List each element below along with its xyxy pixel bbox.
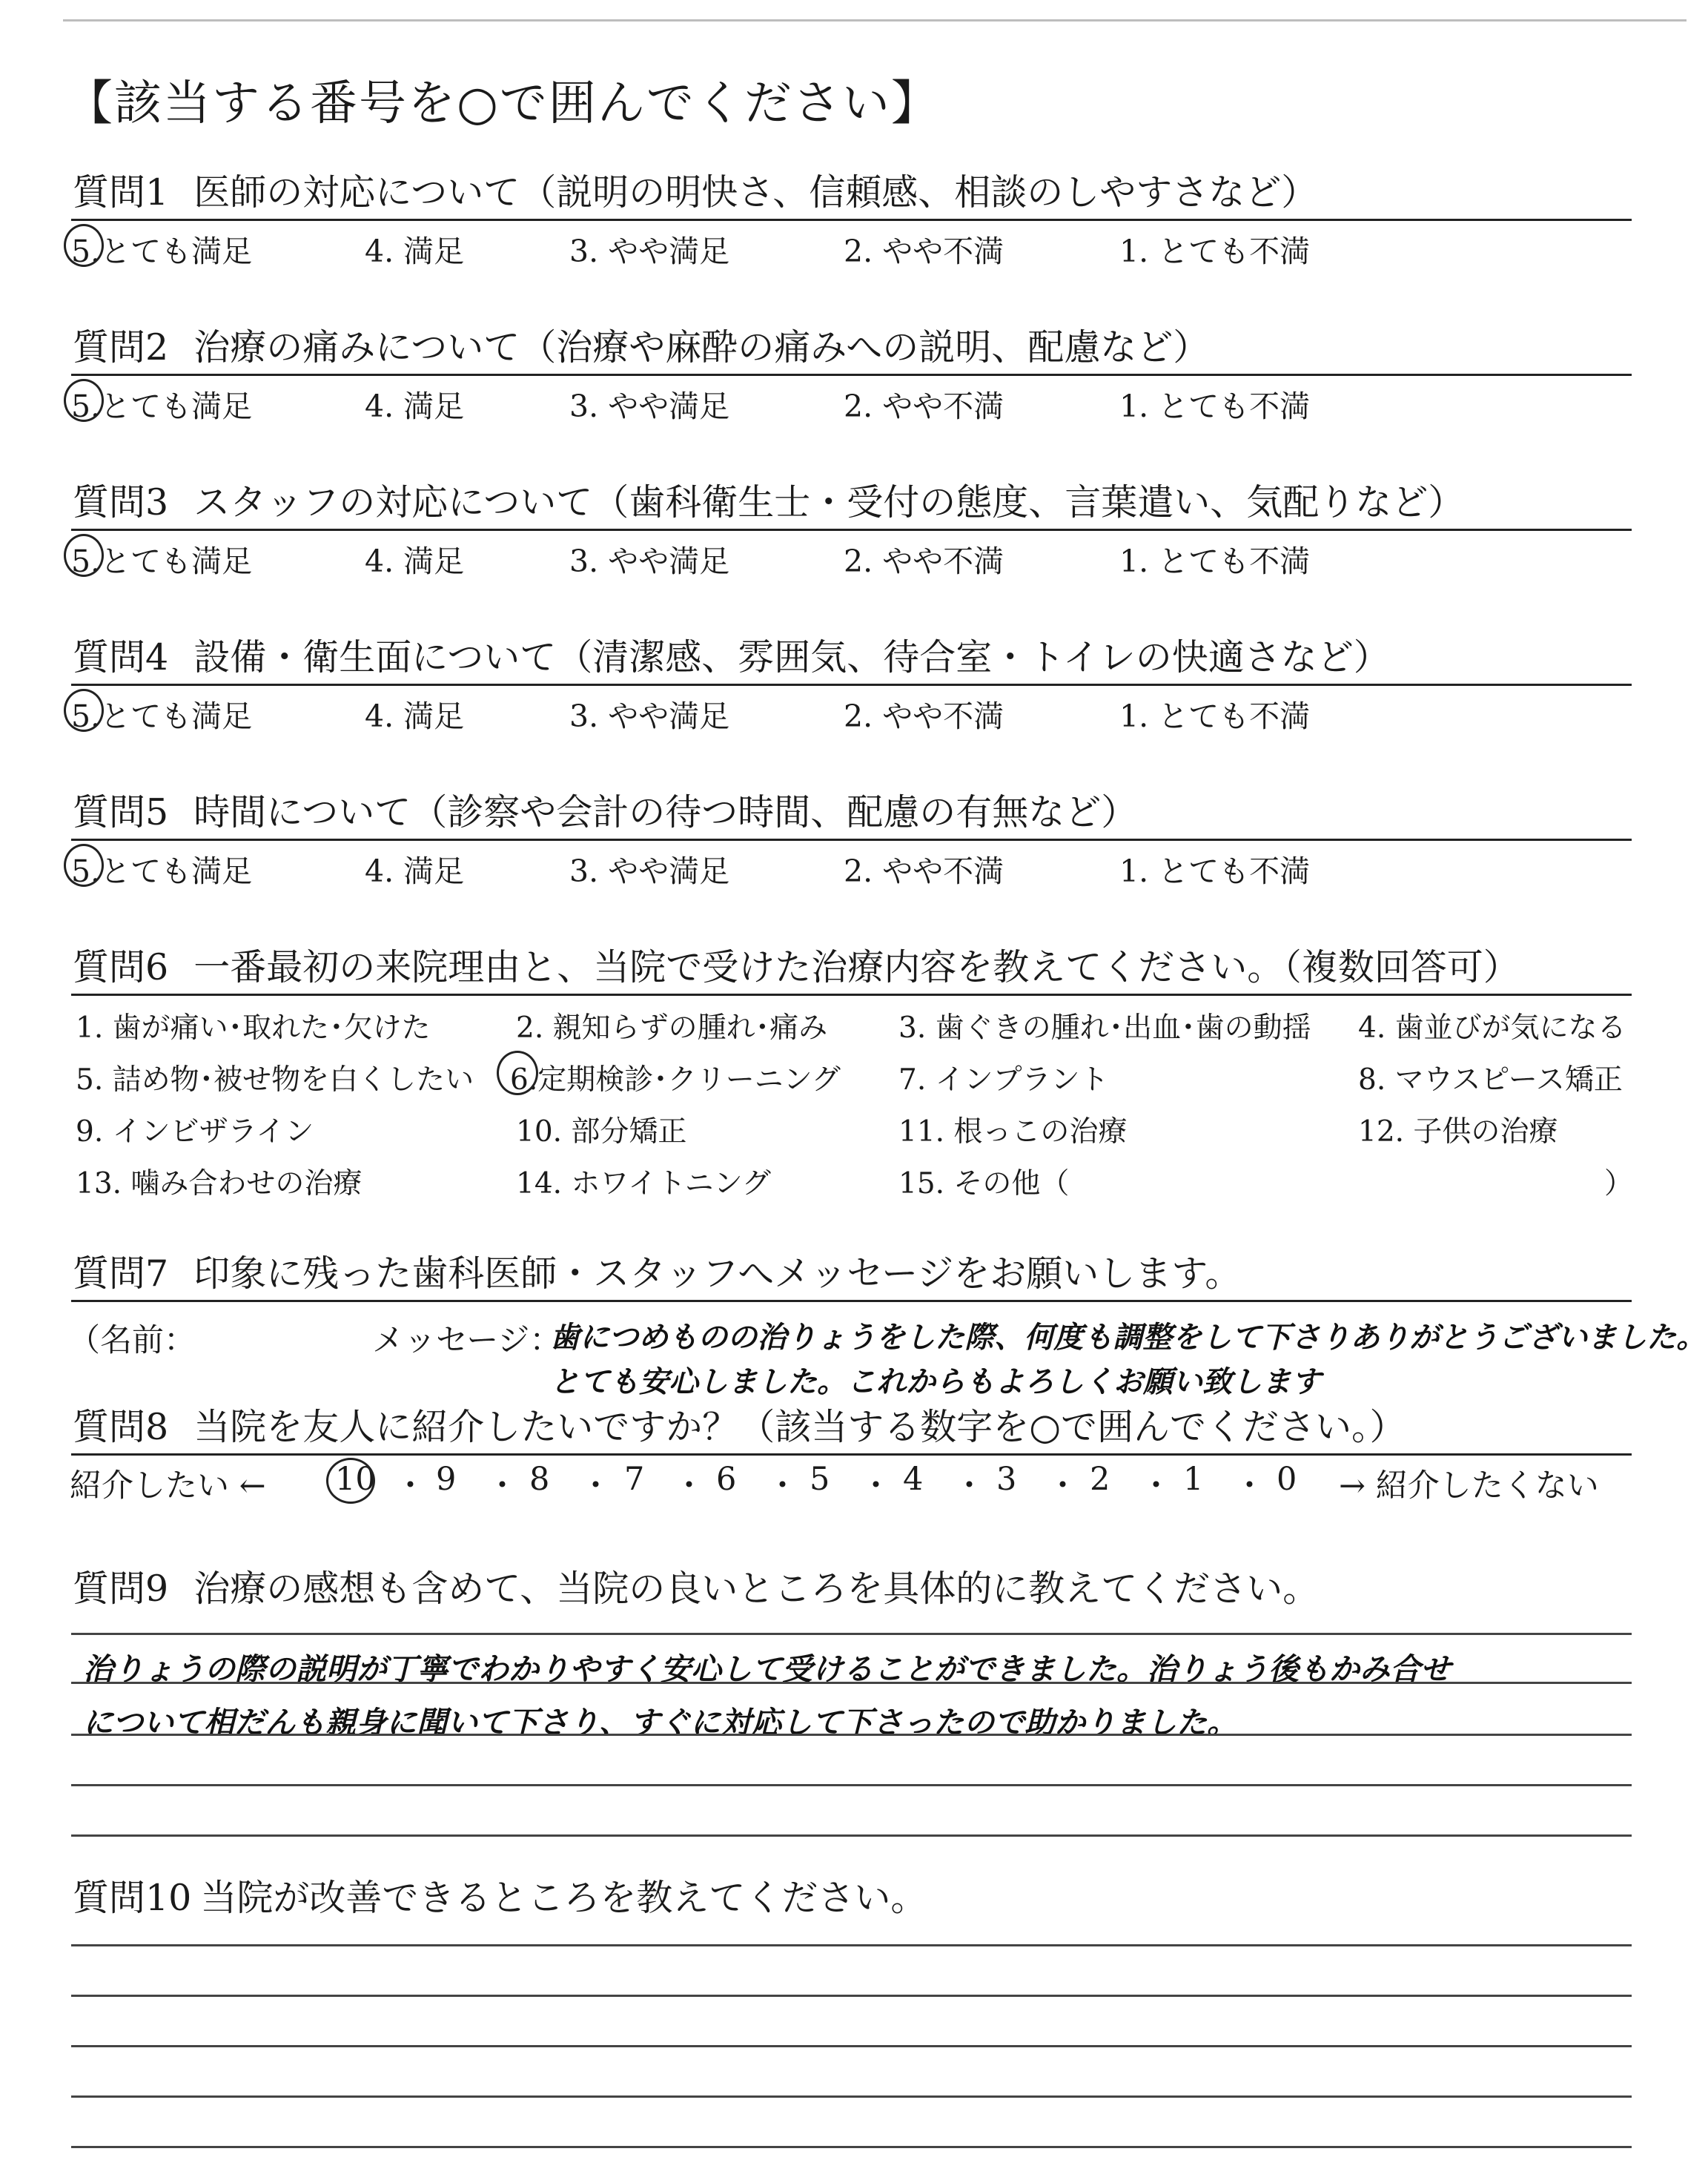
scale-5[interactable]: 5 — [810, 1461, 830, 1498]
handwritten-message-line-2: とても安心しました。これからもよろしくお願い致します — [550, 1365, 1321, 1399]
question-title — [71, 1563, 1632, 1615]
scale-8[interactable]: 8 — [529, 1461, 550, 1498]
question-2 — [71, 322, 1632, 429]
handwritten-answer-line-2: について相だんも親身に聞いて下さり、すぐに対応して下さったので助かりました。 — [83, 1705, 1238, 1740]
rating-options — [71, 227, 1632, 274]
scale-2[interactable]: 2 — [1090, 1461, 1110, 1498]
question-text: 医師の対応について（説明の明快さ、信頼感、相談のしやすさなど） — [193, 171, 1318, 214]
selection-circle — [64, 224, 104, 267]
scale-right-label: → 紹介したくない — [1339, 1467, 1599, 1505]
question-text: 一番最初の来院理由と、当院で受けた治療内容を教えてください。（複数回答可） — [193, 946, 1520, 988]
reason-checklist — [71, 1005, 1632, 1227]
selection-circle — [64, 379, 104, 422]
title-underline — [71, 529, 1632, 531]
other-close-paren: ） — [1604, 1167, 1634, 1200]
question-number: 質問4 — [73, 636, 169, 678]
scale-separator: ・ — [767, 1467, 798, 1505]
rating-option-2[interactable]: 2. やや不満 — [844, 234, 1004, 269]
question-3 — [71, 477, 1632, 584]
scale-left-label: 紹介したい ← — [70, 1467, 266, 1505]
rating-option-4[interactable]: 4. 満足 — [365, 853, 465, 889]
rating-option-3[interactable]: 3. やや満足 — [569, 234, 730, 269]
rating-option-3[interactable]: 3. やや満足 — [569, 698, 730, 734]
rating-option-4[interactable]: 4. 満足 — [365, 698, 465, 734]
question-title — [71, 1872, 1632, 1924]
reason-option-4[interactable]: 4. 歯並びが気になる — [1358, 1011, 1626, 1045]
question-text: 当院を友人に紹介したいですか？（該当する数字を○で囲んでください。） — [193, 1406, 1406, 1448]
question-number: 質問5 — [73, 791, 169, 833]
rating-option-5[interactable]: 5.とても満足 — [71, 698, 253, 734]
title-underline — [71, 1453, 1632, 1456]
reason-option-7[interactable]: 7. インプラント — [898, 1063, 1109, 1097]
question-title — [71, 1248, 1632, 1300]
question-number: 質問3 — [73, 481, 169, 524]
answer-line — [71, 2045, 1632, 2047]
rating-option-3[interactable]: 3. やや満足 — [569, 544, 730, 579]
question-8 — [71, 1401, 1632, 1456]
rating-option-1[interactable]: 1. とても不満 — [1119, 234, 1311, 269]
handwritten-answer-line-1: 治りょうの際の説明が丁寧でわかりやすく安心して受けることができました。治りょう後もかみ合せ — [83, 1651, 1451, 1687]
rating-options — [71, 382, 1632, 429]
rating-options — [71, 537, 1632, 584]
message-label: メッセージ： — [372, 1322, 562, 1359]
reason-option-11[interactable]: 11. 根っこの治療 — [898, 1115, 1128, 1149]
reason-option-2[interactable]: 2. 親知らずの腫れ･痛み — [516, 1011, 828, 1045]
answer-line — [71, 1734, 1632, 1736]
title-underline — [71, 219, 1632, 221]
rating-option-3[interactable]: 3. やや満足 — [569, 389, 730, 424]
question-text: 設備・衛生面について（清潔感、雰囲気、待合室・トイレの快適さなど） — [193, 636, 1390, 678]
question-title — [71, 1401, 1632, 1453]
scale-separator: ・ — [1047, 1467, 1079, 1505]
reason-option-9[interactable]: 9. インビザライン — [76, 1115, 314, 1149]
scale-10[interactable]: 10 — [335, 1461, 376, 1498]
title-underline — [71, 1300, 1632, 1302]
name-label: （名前： — [68, 1322, 196, 1359]
question-text: 当院が改善できるところを教えてください。 — [200, 1877, 927, 1919]
question-10 — [71, 1872, 1632, 1924]
scale-separator: ・ — [1140, 1467, 1172, 1505]
rating-options — [71, 847, 1632, 894]
question-5 — [71, 787, 1632, 894]
selection-circle — [64, 689, 104, 732]
question-1 — [71, 167, 1632, 274]
top-rule — [63, 19, 1687, 22]
rating-option-4[interactable]: 4. 満足 — [365, 389, 465, 424]
scale-0[interactable]: 0 — [1277, 1461, 1297, 1498]
reason-option-10[interactable]: 10. 部分矯正 — [516, 1115, 687, 1149]
rating-option-1[interactable]: 1. とても不満 — [1119, 853, 1311, 889]
question-6 — [71, 942, 1632, 1227]
referral-scale — [70, 1461, 1641, 1513]
rating-option-2[interactable]: 2. やや不満 — [844, 698, 1004, 734]
scale-6[interactable]: 6 — [716, 1461, 737, 1498]
answer-line — [71, 2095, 1632, 2098]
rating-option-1[interactable]: 1. とても不満 — [1119, 698, 1311, 734]
question-9 — [71, 1563, 1632, 1615]
question-text: スタッフの対応について（歯科衛生士・受付の態度、言葉遣い、気配りなど） — [193, 481, 1465, 524]
scale-3[interactable]: 3 — [996, 1461, 1017, 1498]
title-underline — [71, 839, 1632, 841]
handwritten-message-line-1: 歯につめものの治りょうをした際、何度も調整をして下さりありがとうございました。 — [550, 1321, 1707, 1355]
title-underline — [71, 994, 1632, 996]
scale-1[interactable]: 1 — [1183, 1461, 1204, 1498]
question-number: 質問6 — [73, 946, 169, 988]
question-number: 質問10 — [73, 1877, 192, 1919]
scale-separator: ・ — [673, 1467, 705, 1505]
rating-options — [71, 692, 1632, 739]
reason-option-8[interactable]: 8. マウスピース矯正 — [1358, 1063, 1623, 1097]
reason-option-5[interactable]: 5. 詰め物･被せ物を白くしたい — [76, 1063, 474, 1097]
scale-separator: ・ — [580, 1467, 612, 1505]
reason-option-1[interactable]: 1. 歯が痛い･取れた･欠けた — [76, 1011, 431, 1045]
reason-option-3[interactable]: 3. 歯ぐきの腫れ･出血･歯の動揺 — [898, 1011, 1311, 1045]
question-number: 質問2 — [73, 326, 169, 369]
question-text: 印象に残った歯科医師・スタッフへメッセージをお願いします。 — [193, 1252, 1242, 1295]
selection-circle — [326, 1458, 375, 1504]
answer-line — [71, 1834, 1632, 1837]
question-title — [71, 942, 1632, 994]
rating-option-2[interactable]: 2. やや不満 — [844, 544, 1004, 579]
rating-option-4[interactable]: 4. 満足 — [365, 234, 465, 269]
rating-option-5[interactable]: 5.とても満足 — [71, 389, 253, 424]
question-number: 質問7 — [73, 1252, 169, 1295]
question-title — [71, 167, 1632, 219]
reason-option-13[interactable]: 13. 噛み合わせの治療 — [76, 1167, 363, 1200]
scale-separator: ・ — [1234, 1467, 1265, 1505]
question-title — [71, 322, 1632, 374]
question-text: 時間について（診察や会計の待つ時間、配慮の有無など） — [193, 791, 1138, 833]
answer-line — [71, 2146, 1632, 2148]
selection-circle — [497, 1051, 538, 1095]
question-title — [71, 632, 1632, 684]
rating-option-3[interactable]: 3. やや満足 — [569, 853, 730, 889]
reason-option-15[interactable]: 15. その他（ — [898, 1167, 1070, 1200]
answer-line — [71, 1944, 1632, 1946]
scale-4[interactable]: 4 — [903, 1461, 924, 1498]
reason-option-14[interactable]: 14. ホワイトニング — [516, 1167, 771, 1200]
question-text: 治療の感想も含めて、当院の良いところを具体的に教えてください。 — [193, 1568, 1320, 1610]
question-4 — [71, 632, 1632, 739]
answer-line — [71, 1995, 1632, 1997]
rating-option-5[interactable]: 5.とても満足 — [71, 853, 253, 889]
answer-line — [71, 1784, 1632, 1786]
question-title — [71, 477, 1632, 529]
reason-option-12[interactable]: 12. 子供の治療 — [1358, 1115, 1558, 1149]
rating-option-5[interactable]: 5.とても満足 — [71, 234, 253, 269]
scale-9[interactable]: 9 — [436, 1461, 457, 1498]
scale-separator: ・ — [394, 1467, 426, 1505]
instruction-header: 【該当する番号を○で囲んでください】 — [65, 76, 940, 131]
answer-line — [71, 1633, 1632, 1635]
question-number: 質問1 — [73, 171, 169, 214]
scale-separator: ・ — [486, 1467, 518, 1505]
scale-separator: ・ — [953, 1467, 985, 1505]
question-7 — [71, 1248, 1632, 1302]
question-number: 質問8 — [73, 1406, 169, 1448]
rating-option-2[interactable]: 2. やや不満 — [844, 853, 1004, 889]
selection-circle — [64, 844, 104, 887]
title-underline — [71, 374, 1632, 376]
scale-separator: ・ — [860, 1467, 892, 1505]
rating-option-5[interactable]: 5.とても満足 — [71, 544, 253, 579]
selection-circle — [64, 534, 104, 577]
question-text: 治療の痛みについて（治療や麻酔の痛みへの説明、配慮など） — [193, 326, 1210, 369]
reason-option-6[interactable]: 6.定期検診･クリーニング — [510, 1063, 841, 1097]
rating-option-1[interactable]: 1. とても不満 — [1119, 544, 1311, 579]
answer-line — [71, 1682, 1632, 1684]
scale-7[interactable]: 7 — [624, 1461, 645, 1498]
rating-option-2[interactable]: 2. やや不満 — [844, 389, 1004, 424]
rating-option-4[interactable]: 4. 満足 — [365, 544, 465, 579]
question-number: 質問9 — [73, 1568, 169, 1610]
title-underline — [71, 684, 1632, 686]
question-title — [71, 787, 1632, 839]
rating-option-1[interactable]: 1. とても不満 — [1119, 389, 1311, 424]
